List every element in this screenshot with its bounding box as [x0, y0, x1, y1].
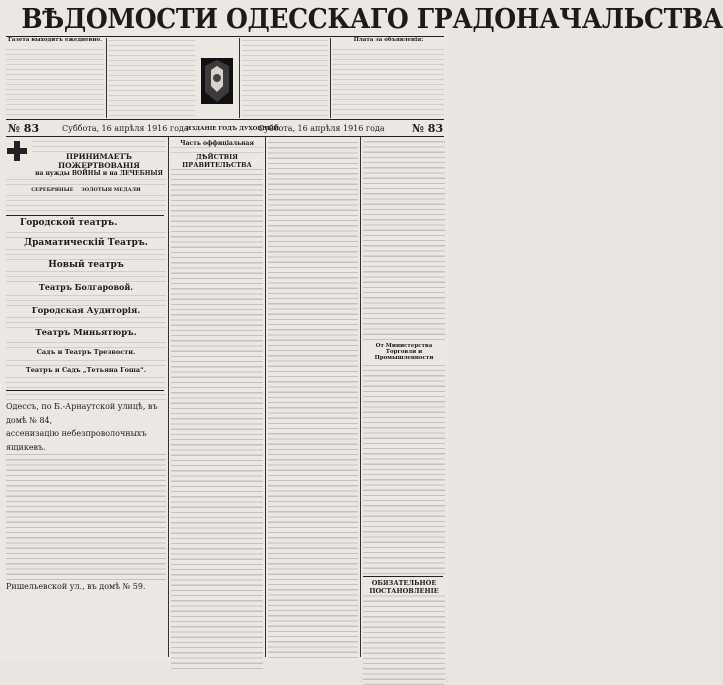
third-column [268, 140, 358, 658]
text-block [6, 270, 166, 282]
text-block [363, 595, 445, 685]
theatre-miniature: Театръ Миньятюръ. [35, 328, 137, 338]
text-block [363, 140, 445, 340]
rule [6, 136, 444, 137]
text-block [32, 140, 166, 152]
header-box-title: Газета выходитъ ежедневно. [8, 37, 102, 43]
charity-ad [6, 179, 166, 213]
text-block [242, 38, 328, 116]
middle-column [171, 140, 263, 658]
issue-year-label: ИЗДАНІЕ ГОДЪ ДУХОВНЫЙ [186, 126, 280, 132]
official-part-title: Часть оффиціальная [180, 140, 254, 147]
issue-date-right: Суббота, 16 апрѣля 1916 года [258, 124, 385, 133]
header-box-prices [109, 38, 195, 118]
text-block [6, 374, 166, 388]
header-box-subscription [6, 38, 104, 118]
issue-number-right: № 83 [412, 122, 444, 135]
text-block [6, 228, 166, 238]
left-column [6, 140, 166, 658]
text-block [6, 316, 166, 328]
rule [363, 576, 443, 577]
theatre-drama: Драматическій Театръ. [24, 238, 148, 248]
notice-address-2: Ришельевской ул., въ домѣ № 59. [6, 582, 146, 591]
text-block [333, 45, 444, 115]
masthead-title: ВѢДОМОСТИ ОДЕССКАГО ГРАДОНАЧАЛЬСТВА [21, 4, 723, 35]
silver-label: СЕРЕБРЯНЫЕ [31, 187, 74, 193]
gold-label: ЗОЛОТЫЯ МЕДАЛИ [81, 187, 141, 193]
text-block [6, 248, 166, 260]
text-block [6, 454, 166, 580]
divider [168, 137, 169, 657]
text-block [6, 45, 104, 115]
divider [360, 137, 361, 657]
text-block [171, 147, 263, 153]
issue-number: № 83 [8, 122, 40, 135]
text-block [109, 38, 195, 116]
theatre-sobriety: Садъ и Театръ Трезвости. [36, 348, 136, 356]
text-block [6, 393, 166, 400]
header-box-prices-2 [242, 38, 328, 118]
text-block [6, 356, 166, 366]
header-box-ad-rates [333, 38, 444, 118]
text-block [6, 338, 166, 348]
government-actions-title: ДѢЙСТВІЯ ПРАВИТЕЛЬСТВА [182, 153, 252, 169]
charity-subtitle: на нужды ВОЙНЫ и на ЛЕЧЕБНЫЯ [35, 170, 163, 177]
theatre-bolgarova: Театръ Болгаровой. [38, 282, 134, 292]
theatre-auditoria: Городская Аудиторія. [31, 306, 141, 316]
issue-date: Суббота, 16 апрѣля 1916 года [62, 124, 189, 133]
divider [239, 38, 240, 118]
notice-text: ассенизацію небезпроволочныхъ ящикевъ. [6, 429, 147, 452]
divider [265, 137, 266, 657]
rule [6, 390, 164, 391]
charity-title: ПРИНИМАЕТЪ ПОЖЕРТВОВАНІЯ [58, 152, 140, 170]
red-cross-icon [6, 140, 28, 162]
theatre-city: Городской театръ. [20, 218, 118, 228]
text-block [6, 193, 166, 211]
ministry-title: От Министерства Торговли и Промышленности [374, 343, 434, 361]
theatre-new: Новый театръ [48, 260, 124, 270]
regulation-title: ОБЯЗАТЕЛЬНОЕ ПОСТАНОВЛЕНІЕ [369, 579, 439, 595]
divider [330, 38, 331, 118]
text-block [6, 179, 166, 185]
right-column [363, 140, 445, 658]
text-block [363, 364, 445, 574]
rule [6, 215, 164, 216]
notice-address: Одессъ, по Б.-Арнаутской улицѣ, въ домѣ № 84, [6, 402, 158, 425]
rule [6, 119, 444, 120]
theatre-garden: Театръ и Садъ „Тетьяна Гоша“. [25, 366, 147, 374]
text-block [171, 169, 263, 669]
header-box-title: Плата за объявленія: [353, 37, 424, 43]
divider [106, 38, 107, 118]
text-block [6, 292, 166, 306]
text-block [268, 140, 358, 658]
coat-of-arms-icon [197, 56, 237, 106]
